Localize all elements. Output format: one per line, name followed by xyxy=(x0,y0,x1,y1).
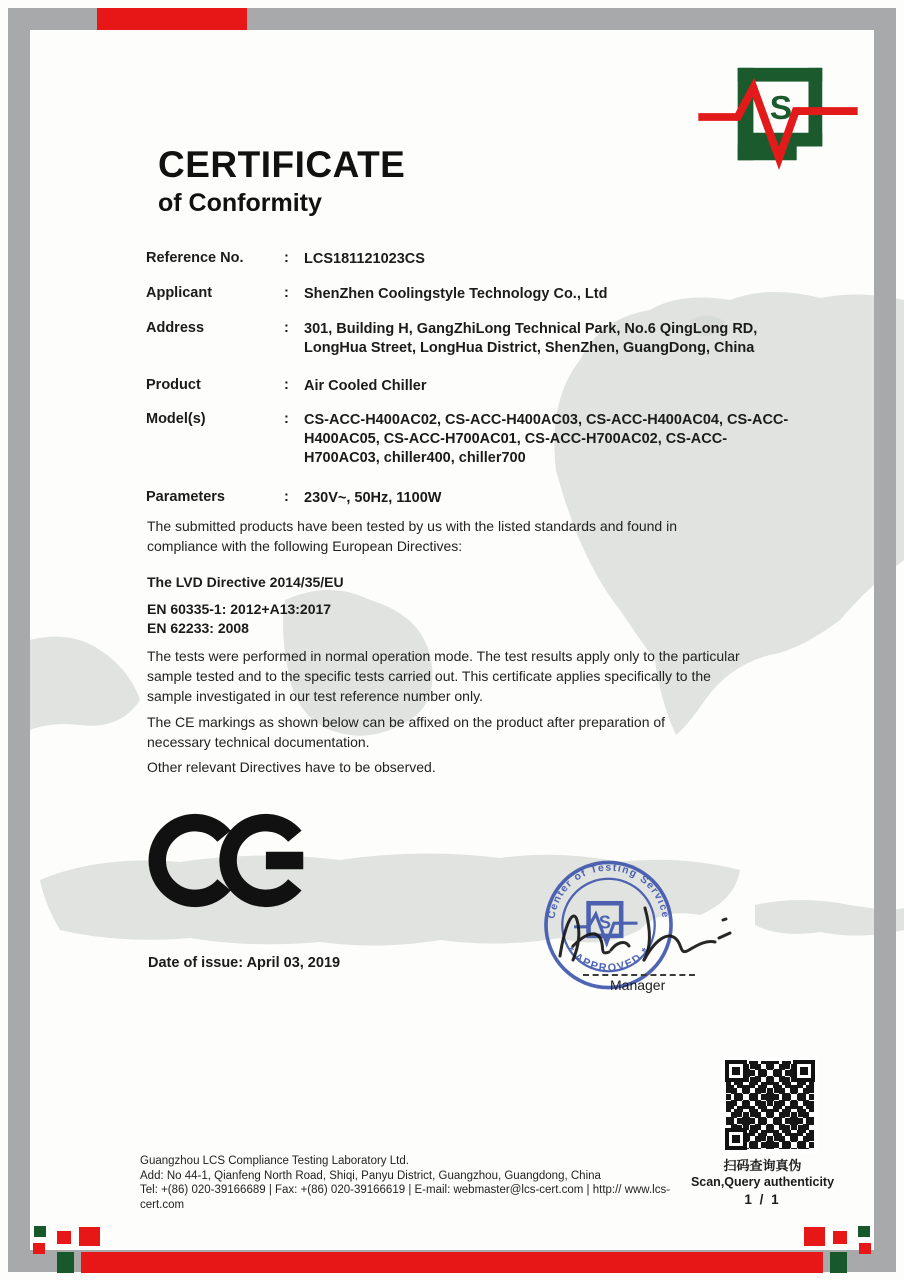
signature-dashed-line xyxy=(583,974,695,976)
intro-paragraph: The submitted products have been tested by us with the listed standards and found in compliance with the following European Directives: xyxy=(147,518,677,554)
signer-title: Manager xyxy=(610,977,666,993)
standard-line-1: EN 60335-1: 2012+A13:2017 xyxy=(147,601,332,617)
date-of-issue: Date of issue: April 03, 2019 xyxy=(148,955,341,971)
directive-line: The LVD Directive 2014/35/EU xyxy=(147,574,344,590)
bottom-red-square-left-small xyxy=(33,1243,45,1254)
standard-line-2: EN 62233: 2008 xyxy=(147,620,249,636)
svg-text:S: S xyxy=(598,912,611,933)
certificate-subtitle: of Conformity xyxy=(158,189,322,217)
bottom-red-square-left-big xyxy=(79,1227,100,1246)
bottom-red-bar xyxy=(81,1252,823,1273)
field-label: Model(s) xyxy=(146,411,206,427)
field-colon: : xyxy=(284,285,289,301)
qr-caption-english: Scan,Query authenticity xyxy=(690,1175,835,1189)
bottom-red-square-right-mid xyxy=(833,1231,847,1244)
bottom-red-square-left-mid xyxy=(57,1231,71,1244)
top-red-accent-bar xyxy=(97,8,247,30)
field-label: Applicant xyxy=(146,285,213,301)
bottom-green-square-right xyxy=(858,1226,870,1237)
ce-mark xyxy=(148,812,313,909)
field-label: Parameters xyxy=(146,489,225,505)
qr-code xyxy=(722,1057,818,1153)
field-colon: : xyxy=(284,320,289,336)
manager-signature xyxy=(545,886,735,981)
field-label: Address xyxy=(146,320,205,336)
field-value: 301, Building H, GangZhiLong Technical Park, No.6 QingLong RD, LongHua Street, LongHua District, ShenZhen, GuangDong, China xyxy=(304,321,758,356)
footer-company: Guangzhou LCS Compliance Testing Laboratory Ltd. xyxy=(140,1155,409,1167)
other-directives-paragraph: Other relevant Directives have to be observed. xyxy=(147,759,436,775)
field-colon: : xyxy=(284,377,289,393)
tests-paragraph: The tests were performed in normal operation mode. The test results apply only to the particular sample tested and to the specific tests carried out. This certificate applies specifically to the sample investigated in our test reference number only. xyxy=(147,648,740,704)
field-colon: : xyxy=(284,250,289,266)
stamp-arc-bottom-text: * APPROVED * xyxy=(564,944,653,975)
field-label: Product xyxy=(146,377,201,393)
certificate-title: CERTIFICATE xyxy=(158,144,406,185)
bottom-red-square-right-big xyxy=(804,1227,825,1246)
field-value: Air Cooled Chiller xyxy=(304,378,427,394)
qr-finder-icon xyxy=(725,1060,747,1082)
lcs-logo-icon xyxy=(694,58,862,176)
footer-address: Add: No 44-1, Qianfeng North Road, Shiqi, Panyu District, Guangzhou, Guangdong, China xyxy=(140,1169,601,1182)
field-value: LCS181121023CS xyxy=(304,251,425,267)
qr-finder-icon xyxy=(725,1128,747,1150)
field-colon: : xyxy=(284,489,289,505)
ce-markings-paragraph: The CE markings as shown below can be affixed on the product after preparation of necessary technical documentation. xyxy=(147,714,666,750)
bottom-red-square-right-small xyxy=(859,1243,871,1254)
logo-letter-s: S xyxy=(769,89,793,127)
field-value: 230V~, 50Hz, 1100W xyxy=(304,490,442,506)
footer-block xyxy=(140,1154,705,1212)
bottom-green-block-left xyxy=(57,1252,74,1273)
field-value: CS-ACC-H400AC02, CS-ACC-H400AC03, CS-ACC-H400AC04, CS-ACC-H400AC05, CS-ACC-H700AC01, CS-ACC-H700AC02, CS-ACC-H700AC03, chiller400, chiller700 xyxy=(304,412,789,466)
qr-caption-chinese: 扫码查询真伪 xyxy=(723,1158,802,1173)
page-number: 1 / 1 xyxy=(744,1192,781,1207)
bottom-green-square-left xyxy=(34,1226,46,1237)
field-label: Reference No. xyxy=(146,250,244,266)
qr-finder-icon xyxy=(793,1060,815,1082)
field-value: ShenZhen Coolingstyle Technology Co., Ltd xyxy=(304,286,608,302)
bottom-green-block-right xyxy=(830,1252,847,1273)
footer-contact: Tel: +(86) 020-39166689 | Fax: +(86) 020-39166619 | E-mail: webmaster@lcs-cert.com | http:// www.lcs-cert.com xyxy=(140,1184,671,1211)
field-colon: : xyxy=(284,411,289,427)
stamp-arc-top-text: Center of Testing Service xyxy=(546,862,671,920)
